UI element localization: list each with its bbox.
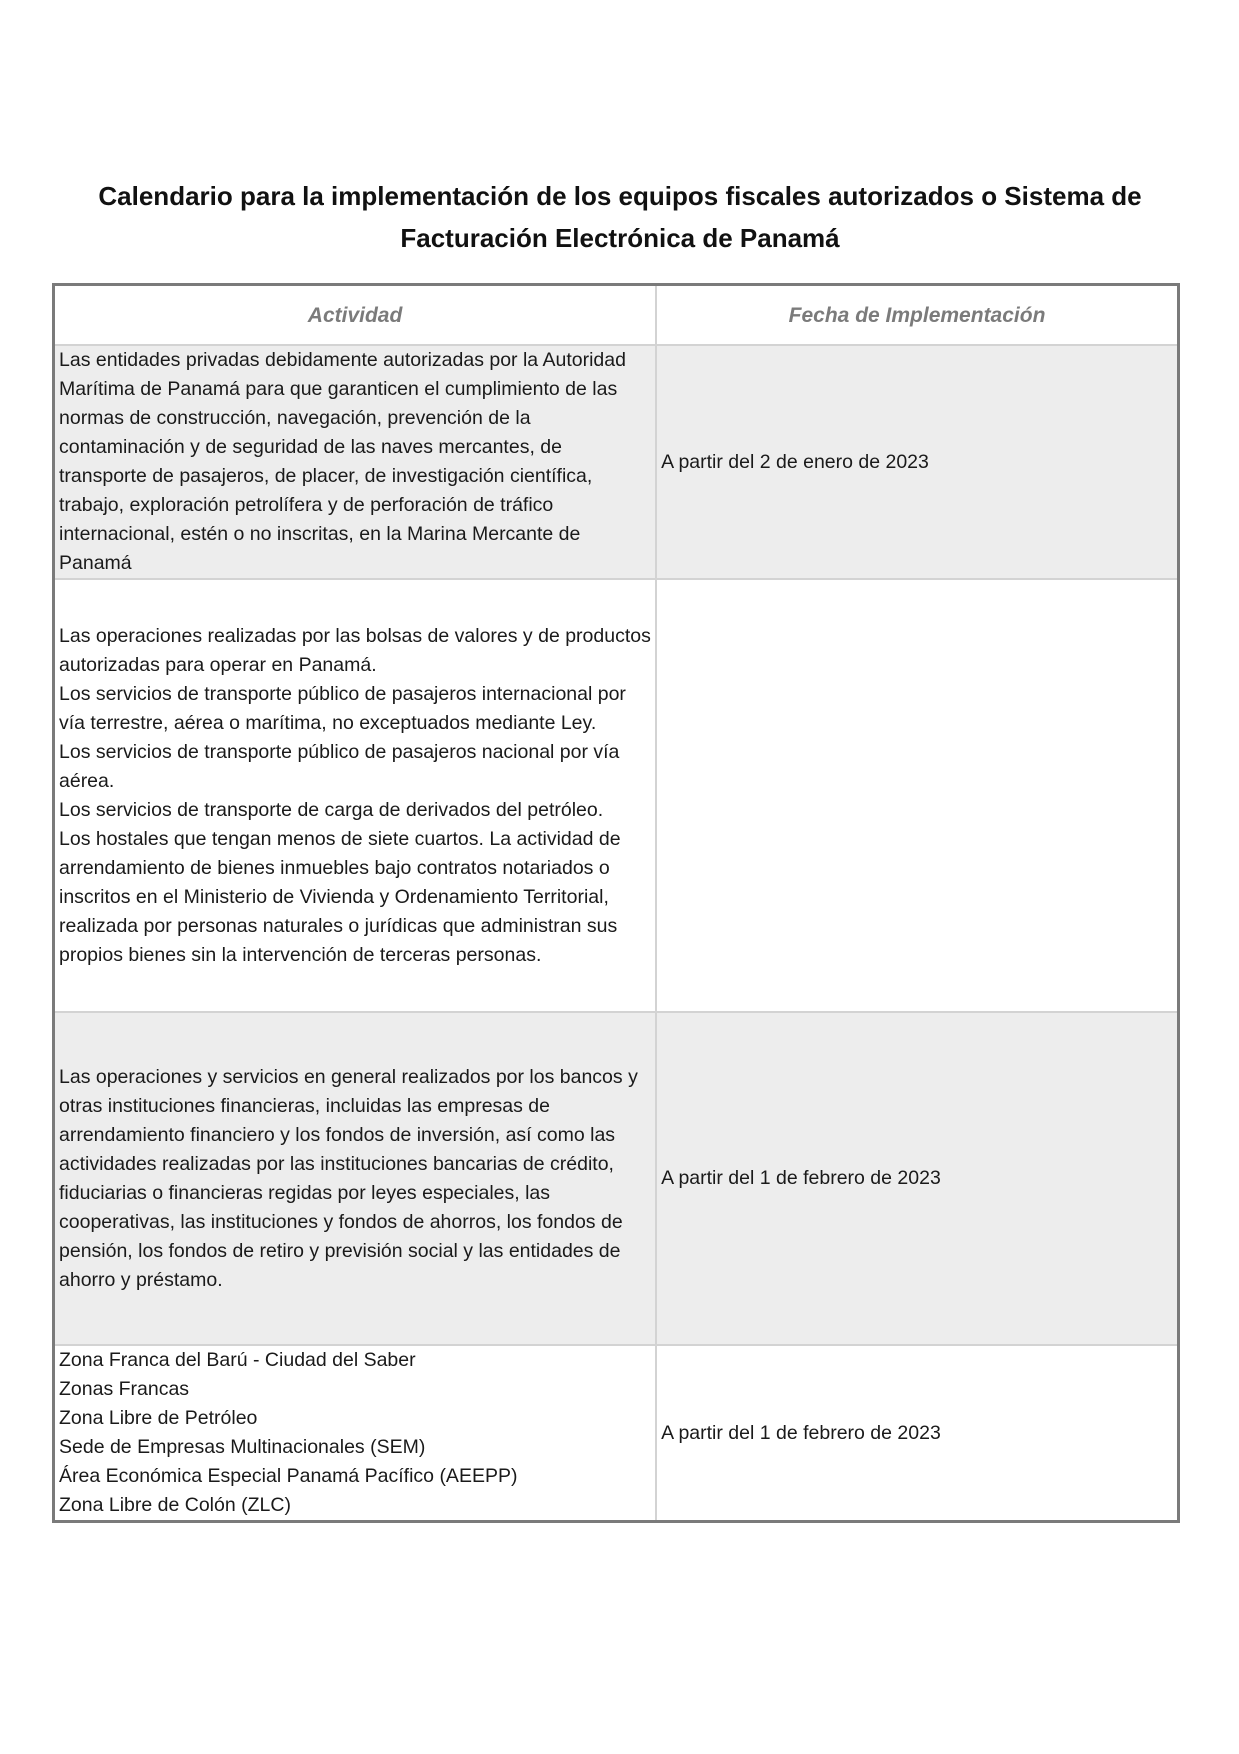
fecha-cell: A partir del 1 de febrero de 2023	[656, 1012, 1178, 1345]
actividad-line: Los servicios de transporte público de pasajeros internacional por vía terrestre, aérea o marítima, no exceptuados mediante Ley.	[59, 682, 626, 734]
implementation-schedule-table	[52, 283, 1180, 1523]
table-header-row	[54, 285, 1179, 346]
actividad-line: Los hostales que tengan menos de siete cuartos. La actividad de arrendamiento de bienes inmuebles bajo contratos notariados o inscritos en el Ministerio de Vivienda y Ordenamiento Territorial, realizada por personas naturales o jurídicas que administran sus propios bienes sin la intervención de terceras personas.	[59, 827, 621, 966]
actividad-cell: Las operaciones y servicios en general realizados por los bancos y otras instituciones financieras, incluidas las empresas de arrendamiento financiero y los fondos de inversión, así como las actividades realizadas por las instituciones bancarias de crédito, fiduciarias o financieras regidas por leyes especiales, las cooperativas, las instituciones y fondos de ahorros, los fondos de pensión, los fondos de retiro y previsión social y las entidades de ahorro y préstamo.	[54, 1012, 657, 1345]
table-row	[54, 1012, 1179, 1345]
actividad-cell	[54, 579, 657, 1012]
table-row	[54, 579, 1179, 1012]
actividad-line: Zona Franca del Barú - Ciudad del Saber	[59, 1349, 416, 1371]
column-header-actividad: Actividad	[54, 285, 657, 346]
actividad-cell: Las entidades privadas debidamente autorizadas por la Autoridad Marítima de Panamá para que garanticen el cumplimiento de las normas de construcción, navegación, prevención de la contaminación y de seguridad de las naves mercantes, de transporte de pasajeros, de placer, de investigación científica, trabajo, exploración petrolífera y de perforación de tráfico internacional, estén o no inscritas, en la Marina Mercante de Panamá	[54, 345, 657, 579]
actividad-line: Las operaciones realizadas por las bolsas de valores y de productos autorizadas para operar en Panamá.	[59, 624, 651, 676]
fecha-cell	[656, 579, 1178, 1012]
actividad-line: Área Económica Especial Panamá Pacífico (AEEPP)	[59, 1465, 518, 1487]
column-header-fecha: Fecha de Implementación	[656, 285, 1178, 346]
page-title-line-2: Facturación Electrónica de Panamá	[400, 223, 840, 253]
actividad-line: Los servicios de transporte de carga de derivados del petróleo.	[59, 798, 604, 821]
table-row	[54, 345, 1179, 579]
actividad-line: Zona Libre de Colón (ZLC)	[59, 1494, 291, 1516]
fecha-cell: A partir del 1 de febrero de 2023	[656, 1345, 1178, 1522]
actividad-line: Zona Libre de Petróleo	[59, 1407, 258, 1429]
actividad-line: Zonas Francas	[59, 1378, 190, 1400]
actividad-cell	[54, 1345, 657, 1522]
table-row	[54, 1345, 1179, 1522]
actividad-line: Sede de Empresas Multinacionales (SEM)	[59, 1436, 426, 1458]
page-title	[55, 175, 1185, 259]
actividad-line: Los servicios de transporte público de pasajeros nacional por vía aérea.	[59, 740, 620, 792]
fecha-cell: A partir del 2 de enero de 2023	[656, 345, 1178, 579]
page-title-line-1: Calendario para la implementación de los equipos fiscales autorizados o Sistema de	[98, 181, 1142, 211]
